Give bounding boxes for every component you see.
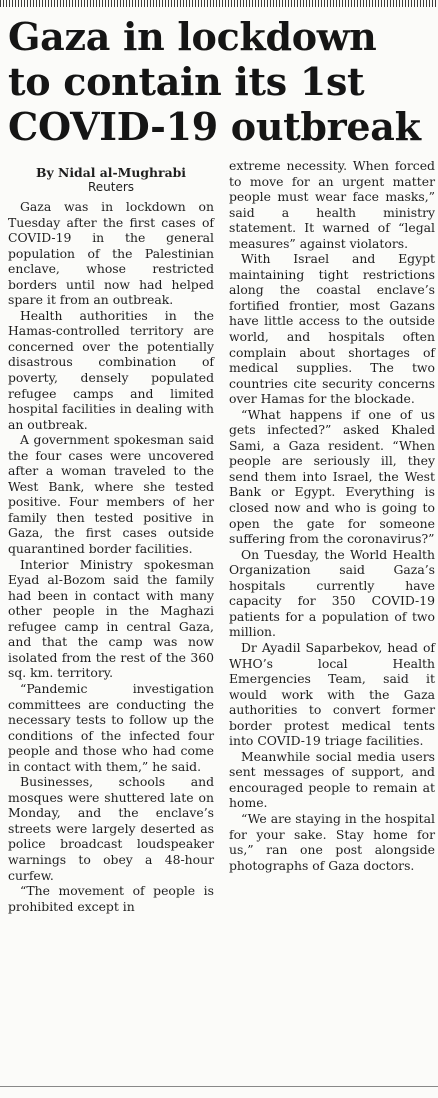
headline [8, 14, 432, 149]
paragraph: Meanwhile social media users sent messages of support, and encouraged people to remain at home. [229, 748, 435, 811]
paragraph: On Tuesday, the World Health Organization said Gaza’s hospitals currently have capacity for 350 COVID-19 patients for a population of two million. [229, 546, 435, 640]
news-agency: Reuters [87, 180, 135, 194]
headline-line-2: to contain its 1st [8, 59, 365, 104]
paragraph: Businesses, schools and mosques were shuttered late on Monday, and the enclave’s streets were largely deserted as police broadcast loudspeaker warnings to obey a 48-hour curfew. [8, 774, 214, 883]
paragraph: Health authorities in the Hamas-controlled territory are concerned over the potentially disastrous combination of poverty, densely populated refugee camps and limited hospital facilities in dealing with an outbreak. [8, 307, 214, 432]
headline-line-3: COVID-19 outbreak [8, 104, 421, 149]
headline-line-1: Gaza in lockdown [8, 14, 377, 59]
bottom-border-rule [0, 1086, 438, 1087]
paragraph: extreme necessity. When forced to move for an urgent matter people must wear face masks,” said a health ministry statement. It warned of “legal measures” against violators. [229, 158, 435, 251]
paragraph: With Israel and Egypt maintaining tight restrictions along the coastal enclave’s fortified frontier, most Gazans have little access to the outside world, and hospitals often complain about shortages of medical supplies. The two countries cite security concerns over Hamas for the blockade. [229, 251, 435, 407]
article-column-left [8, 158, 214, 914]
article-column-right [229, 158, 435, 873]
paragraph: “What happens if one of us gets infected?” asked Khaled Sami, a Gaza resident. “When people are seriously ill, they send them into Israel, the West Bank or Egypt. Everything is closed now and who is going to open the gate for someone suffering from the coronavirus?” [229, 406, 435, 547]
paragraph: Gaza was in lockdown on Tuesday after the first cases of COVID-19 in the general population of the Palestinian enclave, whose restricted borders until now had helped spare it from an outbreak. [8, 199, 214, 308]
paragraph: A government spokesman said the four cases were uncovered after a woman traveled to the West Bank, where she tested positive. Four members of her family then tested positive in Gaza, the first cases outside quarantined border facilities. [8, 432, 214, 557]
byline: By Nidal al-Mughrabi [36, 165, 186, 180]
paragraph: “Pandemic investigation committees are conducting the necessary tests to follow up the conditions of the infected four people and those who had come in contact with them,” he said. [8, 680, 214, 774]
paragraph: “We are staying in the hospital for your sake. Stay home for us,” ran one post alongside photographs of Gaza doctors. [229, 810, 435, 873]
paragraph: “The movement of people is prohibited except in [8, 883, 214, 914]
paragraph: Dr Ayadil Saparbekov, head of WHO’s local Health Emergencies Team, said it would work with the Gaza authorities to convert former border protest medical tents into COVID-19 triage facilities. [229, 639, 435, 749]
paragraph: Interior Ministry spokesman Eyad al-Bozom said the family had been in contact with many other people in the Maghazi refugee camp in central Gaza, and that the camp was now isolated from the rest of the 360 sq. km. territory. [8, 556, 214, 681]
top-border-rule [0, 0, 438, 7]
